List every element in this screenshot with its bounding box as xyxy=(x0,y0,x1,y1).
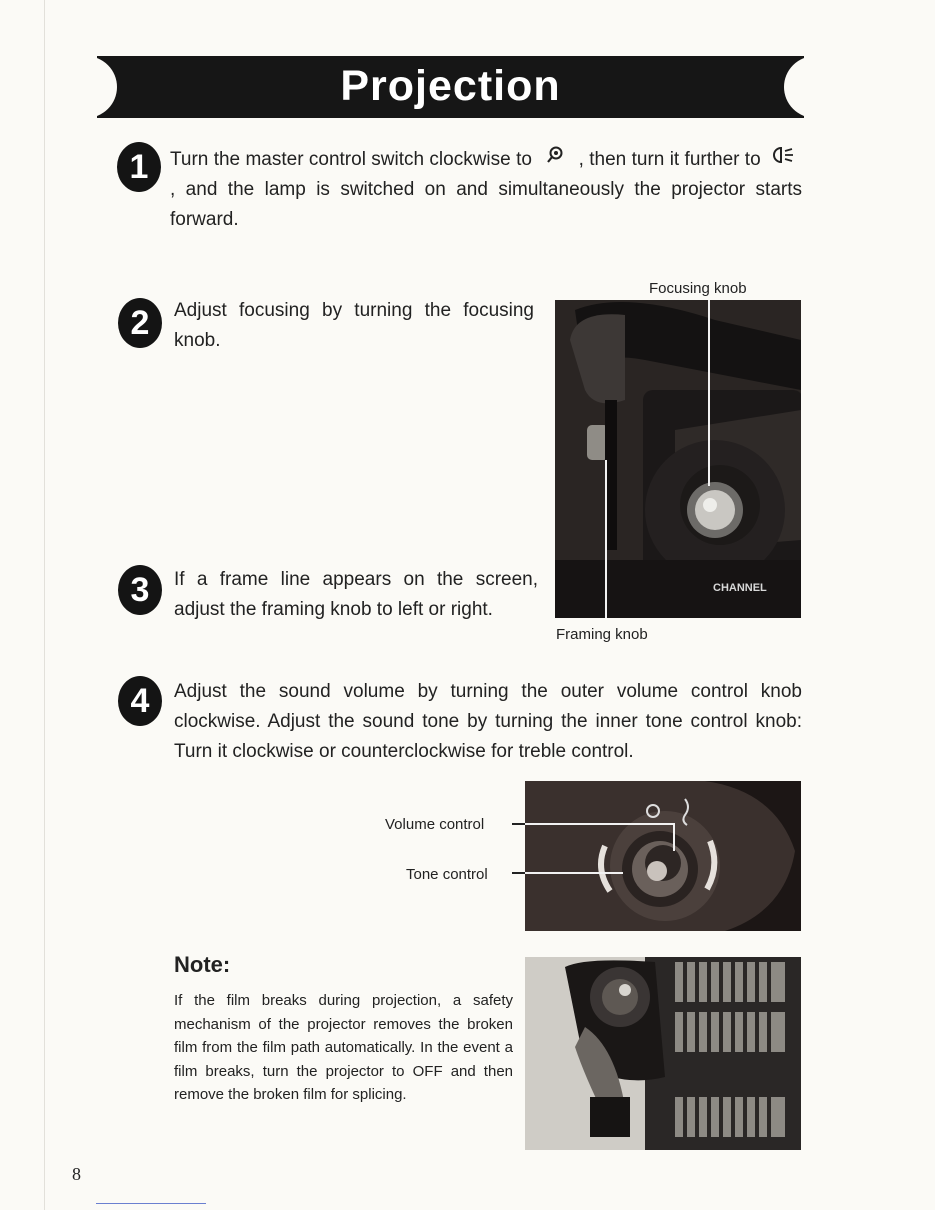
film-path-illustration xyxy=(525,957,801,1150)
note-title: Note: xyxy=(174,952,231,977)
tone-leader-line xyxy=(525,872,623,874)
lamp-icon xyxy=(766,145,802,175)
volume-leader-outside xyxy=(512,823,526,825)
sound-control-photo xyxy=(525,781,801,931)
volume-leader-drop xyxy=(673,823,675,851)
footer-rule xyxy=(96,1203,206,1204)
framing-leader-line xyxy=(605,460,607,618)
step-3-badge: 3 xyxy=(118,565,162,615)
step-1-text xyxy=(170,145,802,235)
tone-leader-outside xyxy=(512,872,526,874)
step-1-part-2: , then turn it further to xyxy=(578,149,761,170)
volume-control-caption: Volume control xyxy=(385,816,485,833)
volume-leader-line xyxy=(525,823,675,825)
step-4-badge: 4 xyxy=(118,676,162,726)
projector-focus-illustration xyxy=(555,300,801,618)
focusing-leader-line xyxy=(708,300,710,486)
focusing-knob-caption: Focusing knob xyxy=(649,280,747,297)
framing-knob-caption: Framing knob xyxy=(556,626,648,643)
step-2-text: Adjust focusing by turning the focusing knob. xyxy=(174,300,534,351)
page-margin-line xyxy=(44,0,45,1210)
tone-control-caption: Tone control xyxy=(406,866,488,883)
step-1-badge: 1 xyxy=(117,142,161,192)
step-1-part-3: , and the lamp is switched on and simultaneously the projector starts forward. xyxy=(170,179,802,230)
title-banner xyxy=(97,56,804,118)
step-3-text: If a frame line appears on the screen, adjust the framing knob to left or right. xyxy=(174,569,538,620)
projector-focus-photo xyxy=(555,300,801,618)
sound-knob-illustration xyxy=(525,781,801,931)
step-4-text: Adjust the sound volume by turning the outer volume control knob clockwise. Adjust the sound tone by turning the inner tone control knob: Turn it clockwise or counterclockwise for treble control. xyxy=(174,681,802,762)
note-text: If the film breaks during projection, a safety mechanism of the projector removes the broken film from the film path automatically. In the event a film breaks, turn the projector to OFF and then remove the broken film for splicing. xyxy=(174,992,513,1103)
film-path-photo xyxy=(525,957,801,1150)
page-title: Projection xyxy=(340,62,561,110)
step-1-part-1: Turn the master control switch clockwise to xyxy=(170,149,532,170)
step-2-badge: 2 xyxy=(118,298,162,348)
page-number: 8 xyxy=(72,1164,81,1184)
panel-channel-label: CHANNEL xyxy=(713,582,767,594)
focus-bulb-icon xyxy=(537,145,573,175)
